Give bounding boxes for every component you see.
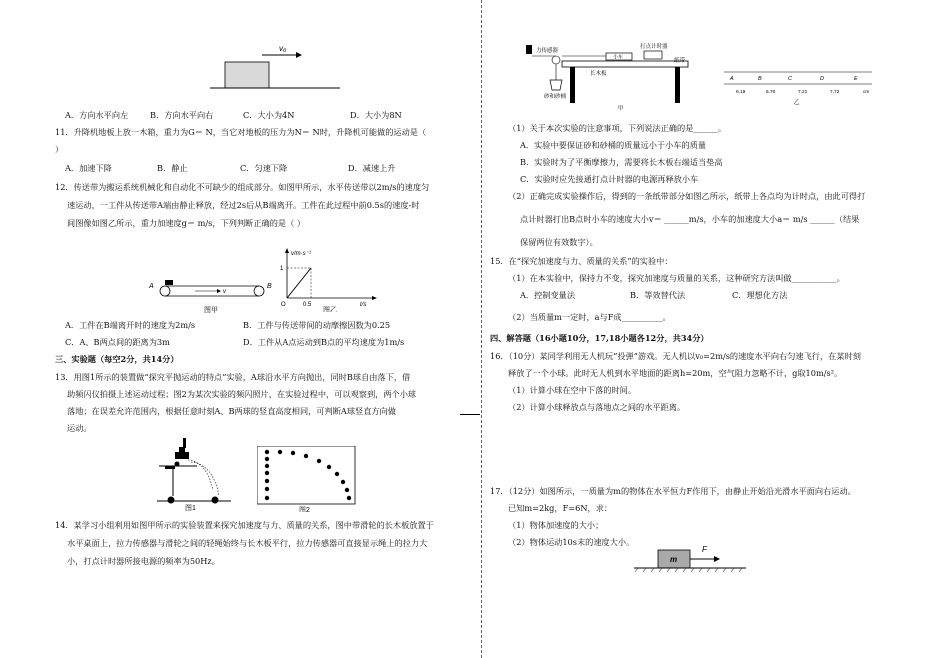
q14-stem-1: 14．某学习小组利用如图甲所示的实验装置来探究加速度与力、质量的关系，图中带滑轮的长木板放置于 (55, 520, 434, 530)
figure-block-v0 (210, 40, 340, 92)
fig-origin: O (281, 302, 286, 308)
fig-force-label: F (702, 545, 707, 554)
figure-conveyor-belt (147, 272, 277, 316)
q11-option-a: A．加速下降 (65, 163, 112, 173)
q14-part2-1: （2）正确完成实验操作后，得到的一条纸带部分如图乙所示，纸带上各点均为计时点，由此可得打 (508, 191, 866, 201)
q14-part1-option-c: C．实验时应先接通打点计时器的电源再释放小车 (520, 174, 699, 184)
q17-part2: （2）物体运动10s末的速度大小。 (508, 537, 635, 547)
q16-part2: （2）计算小球释放点与落地点之间的水平距离。 (508, 402, 686, 412)
fig-caption-1: 图1 (185, 505, 196, 512)
q17-part1: （1）物体加速度的大小； (508, 520, 604, 530)
tape-dist-de: 7.72 (830, 90, 840, 95)
fig-caption-2: 图2 (299, 507, 310, 512)
q13-stem-2: 助频闪仪拍摄上述运动过程；图2为某次实验的频闪照片，在实验过程中，可以观察到，两个小球 (67, 389, 417, 399)
section-4-heading: 四、解答题（16小题10分，17,18小题各12分，共34分） (490, 333, 709, 343)
fig-caption-jia-right: 甲 (618, 106, 624, 112)
q15-stem: 15．在“探究加速度与力、质量的关系”的实验中： (490, 256, 673, 266)
q15-option-a: A．控制变量法 (520, 290, 576, 300)
q11-option-d: D．减速上升 (348, 163, 396, 173)
fig-v0-label: v₀ (279, 44, 287, 53)
figure-cart-apparatus (510, 42, 710, 112)
q11-option-b: B．静止 (157, 163, 188, 173)
left-column (55, 0, 475, 658)
right-column (490, 0, 905, 658)
q10-option-b: B．方向水平向右 (150, 110, 214, 120)
q16-part1: （1）计算小球在空中下落的时间。 (508, 385, 637, 395)
fig-axis-v-label: v/m·s⁻¹ (291, 251, 311, 257)
tape-point-b: B (758, 76, 762, 82)
fig-point-a: A (149, 283, 154, 290)
tape-point-e: E (854, 76, 858, 82)
fig-tick-1: 1 (280, 266, 284, 272)
fig-axis-t-label: t/s (360, 302, 367, 308)
tape-unit: cm (863, 90, 870, 95)
fig-label-board: 长木板 (590, 71, 607, 77)
q11-stem-cont: ） (55, 144, 64, 154)
q12-stem-3: 间图像如图乙所示，重力加速度g＝ m/s，下列判断正确的是（ ） (67, 218, 306, 228)
q14-stem-2: 水平桌面上，拉力传感器与滑轮之间的轻绳始终与长木板平行，拉力传感器可直接显示绳上的拉力大 (67, 538, 428, 548)
fig-label-timer: 打点计时器 (640, 44, 668, 50)
q14-stem-3: 小，打点计时器所接电源的频率为50Hz。 (67, 556, 220, 566)
tape-dist-ab: 6.19 (736, 90, 746, 95)
q11-option-c: C．匀速下降 (240, 163, 288, 173)
q10-option-d: D．大小为8N (350, 110, 402, 120)
fig-caption-yi-right: 乙 (794, 100, 800, 106)
q16-stem-1: 16．（10分）某同学利用无人机玩“投弹”游戏。无人机以v₀=2m/s的速度水平向右匀速飞行，在某时刻 (490, 351, 861, 361)
q14-part1-option-a: A．实验中要保证砂和砂桶的质量远小于小车的质量 (520, 140, 707, 150)
tape-point-a: A (730, 76, 734, 82)
fig-caption-yi: 图乙 (323, 307, 337, 312)
fig-label-tape: 纸带 (674, 58, 686, 64)
fig-belt-v: v (223, 289, 226, 295)
tape-dist-bc: 6.70 (766, 90, 776, 95)
section-3-heading: 三、实验题（每空2分，共14分） (55, 354, 179, 364)
q17-stem-1: 17．（12分）如图所示，一质量为m的物体在水平恒力F作用下，由静止开始沿光滑水平面向右运动。 (490, 486, 856, 496)
fig-tick-05: 0.5 (303, 302, 312, 308)
fig-mass-label: m (670, 555, 678, 564)
q15-part1: （1）在本实验中，保持力不变，探究加速度与质量的关系，这种研究方法叫做___________。 (508, 273, 845, 283)
q13-stem-4: 运动。 (67, 423, 92, 433)
tape-dist-cd: 7.21 (798, 90, 808, 95)
q15-option-c: C．理想化方法 (732, 290, 788, 300)
q15-option-b: B．等效替代法 (630, 290, 686, 300)
q15-part2: （2）当质量m一定时，a与F成__________。 (508, 312, 671, 322)
q14-part1: （1）关于本次实验的注意事项，下列说法正确的是______。 (508, 123, 727, 133)
q12-option-a: A．工件在B端离开时的速度为2m/s (65, 320, 196, 330)
fig-label-force-sensor: 力传感器 (536, 48, 559, 54)
q14-part2-2: 点计时器打出B点时小车的速度大小v＝ ______m/s，小车的加速度大小a＝ m/s ______（结果 (520, 214, 860, 224)
q12-option-d: D．工件从A点运动到B点的平均速度为1m/s (243, 337, 405, 347)
column-divider (481, 0, 482, 658)
q16-stem-2: 释放了一个小球。此时无人机到水平地面的距离h=20m，空气阻力忽略不计，g取10m/s²。 (508, 368, 843, 378)
q13-stem-1: 13．用图1所示的装置做“探究平抛运动的特点”实验，A球沿水平方向抛出，同时B球自由落下，借 (55, 372, 411, 382)
figure-block-force (630, 540, 750, 574)
figure-projectile-apparatus (155, 430, 233, 512)
q17-stem-2: 已知m=2kg，F=6N，求： (508, 503, 613, 513)
fig-label-sand: 砂和砂桶 (544, 94, 567, 100)
fig-label-cart: 小车 (613, 54, 624, 61)
q13-stem-3: 落地；在误差允许范围内，根据任意时刻A、B两球的竖直高度相同，可判断A球竖直方向做 (67, 406, 396, 416)
fig-caption-jia: 图甲 (204, 307, 218, 314)
q12-option-b: B．工件与传送带间的动摩擦因数为0.25 (243, 320, 391, 330)
tape-point-d: D (820, 76, 824, 82)
q10-option-a: A．方向水平向左 (65, 110, 129, 120)
q12-option-c: C．A、B两点间的距离为3m (65, 337, 170, 347)
figure-strobe-photo (257, 446, 357, 512)
q14-part1-option-b: B．实验时为了平衡摩擦力，需要将长木板右端适当垫高 (520, 157, 723, 167)
fig-point-b: B (267, 283, 272, 290)
q11-stem: 11．升降机地板上放一木箱，重力为G＝ N，当它对地板的压力为N＝ N时，升降机可能做的运动是（ (55, 127, 427, 137)
figure-tape-strip (722, 68, 877, 108)
q10-option-c: C．大小为4N (243, 110, 295, 120)
q12-stem-2: 速运动，一工件从传送带A端由静止释放，经过2s后从B端离开。工件在此过程中前0.5s的速度-时 (67, 200, 420, 210)
q12-stem-1: 12．传送带为搬运系统机械化和自动化不可缺少的组成部分。如图甲所示，水平传送带以2m/s的速度匀 (55, 182, 430, 192)
q13-blank-line (460, 414, 480, 415)
tape-point-c: C (788, 76, 792, 82)
q14-part2-3: 保留两位有效数字）。 (520, 237, 598, 247)
figure-vt-graph (277, 248, 387, 312)
